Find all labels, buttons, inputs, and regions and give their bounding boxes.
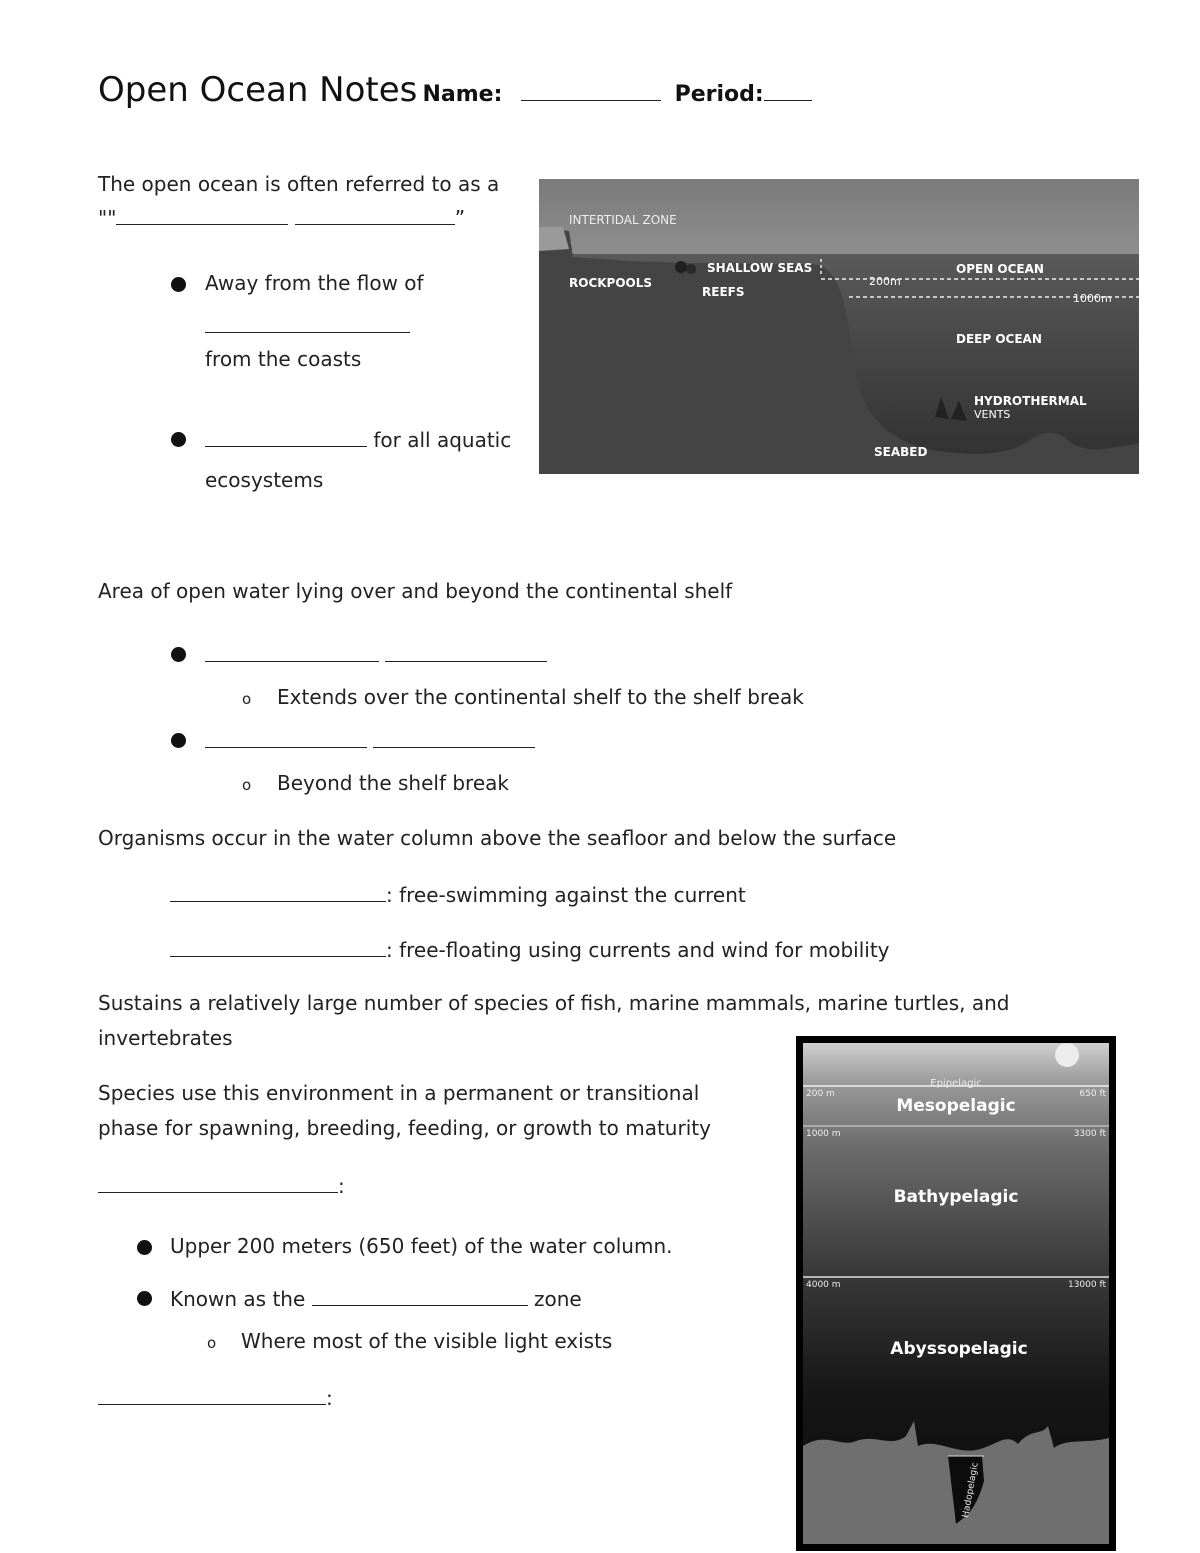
depth-3300ft-label: 3300 ft [1073,1129,1106,1139]
bullet [137,1291,152,1306]
bullet-continuation: ecosystems [205,468,324,492]
colon: : [338,1174,345,1198]
blank[interactable] [385,641,547,662]
area-heading: Area of open water lying over and beyond the continental shelf [98,579,733,603]
depth-1000-label: 1000m [1073,292,1112,305]
blank[interactable] [295,204,455,225]
species-line: Species use this environment in a permanent or transitional [98,1081,700,1105]
bathypelagic-label: Bathypelagic [893,1187,1019,1207]
sustains-line: invertebrates [98,1026,233,1050]
ocean-zones-diagram [796,1036,1116,1551]
sub-bullet-marker: o [242,690,252,708]
period-label: Period: [674,82,764,107]
organisms-text: : free-swimming against the current [386,883,746,907]
rockpools-label: ROCKPOOLS [569,276,653,290]
ocean-cross-section-diagram [539,179,1139,474]
bullet-text: for all aquatic [373,428,512,452]
intertidal-label: INTERTIDAL ZONE [569,213,677,227]
intro-line: The open ocean is often referred to as a [98,172,500,196]
organisms-line [170,881,746,907]
open-ocean-label: OPEN OCEAN [956,262,1044,276]
reef-shape [686,264,696,274]
shallow-seas-label: SHALLOW SEAS [707,261,813,275]
bullet-text: zone [534,1287,582,1311]
blank[interactable] [373,727,535,748]
deep-ocean-label: DEEP OCEAN [956,332,1042,346]
seabed-label: SEABED [874,445,928,459]
close-quote: ” [454,206,466,230]
blank[interactable] [116,204,288,225]
depth-1000m-label: 1000 m [806,1129,841,1139]
reef-shape [675,261,687,273]
organisms-text: : free-floating using currents and wind for mobility [386,938,890,962]
bullet [171,277,186,292]
name-blank[interactable] [521,80,661,101]
sub-bullet-text: Extends over the continental shelf to the shelf break [277,685,804,709]
bullet-line [170,1285,582,1311]
blank[interactable] [98,1172,338,1193]
intro-blank-line [98,204,465,230]
blank[interactable] [205,641,379,662]
bullet [171,432,186,447]
open-quote: "" [98,206,117,230]
hydrothermal-label: HYDROTHERMAL [974,394,1087,408]
vents-label: VENTS [974,408,1011,421]
blank[interactable] [170,881,386,902]
organisms-heading: Organisms occur in the water column above the seafloor and below the surface [98,826,897,850]
blank[interactable] [98,1384,326,1405]
epipelagic-label: Epipelagic [930,1078,982,1089]
bullet-line [205,641,547,667]
species-line: phase for spawning, breeding, feeding, or growth to maturity [98,1116,711,1140]
bullet-text: Away from the flow of [205,271,424,295]
name-label: Name: [422,82,503,107]
organisms-line [170,936,890,962]
depth-650ft-label: 650 ft [1079,1089,1106,1099]
sub-bullet-marker: o [242,776,252,794]
zone-term-line [98,1384,333,1410]
colon: : [326,1386,333,1410]
depth-200-label: 200m [869,275,901,288]
bullet [171,647,186,662]
hadopelagic-label: Hadopelagic [961,1461,981,1519]
blank[interactable] [170,936,386,957]
bullet-line [205,426,511,452]
sustains-line: Sustains a relatively large number of species of fish, marine mammals, marine turtles, and [98,991,1010,1015]
abyssopelagic-label: Abyssopelagic [890,1339,1028,1359]
reefs-label: REEFS [702,285,745,299]
sub-bullet-marker: o [207,1334,217,1352]
page-header [98,70,812,110]
blank[interactable] [205,426,367,447]
depth-4000m-label: 4000 m [806,1280,841,1290]
sub-bullet-text: Beyond the shelf break [277,771,509,795]
page-title: Open Ocean Notes [98,70,418,110]
sun-icon [1055,1043,1079,1067]
bullet-text: Upper 200 meters (650 feet) of the water column. [170,1234,673,1258]
mesopelagic-label: Mesopelagic [896,1096,1016,1116]
blank[interactable] [205,312,410,333]
sub-bullet-text: Where most of the visible light exists [241,1329,613,1353]
period-blank[interactable] [764,80,812,101]
zone-term-line [98,1172,345,1198]
bullet [137,1240,152,1255]
blank[interactable] [205,727,367,748]
depth-200m-label: 200 m [806,1089,835,1099]
depth-13000ft-label: 13000 ft [1067,1280,1106,1290]
bullet-line [205,727,535,753]
bullet-text: Known as the [170,1287,306,1311]
blank[interactable] [312,1285,528,1306]
bullet [171,733,186,748]
bullet-continuation: from the coasts [205,347,362,371]
